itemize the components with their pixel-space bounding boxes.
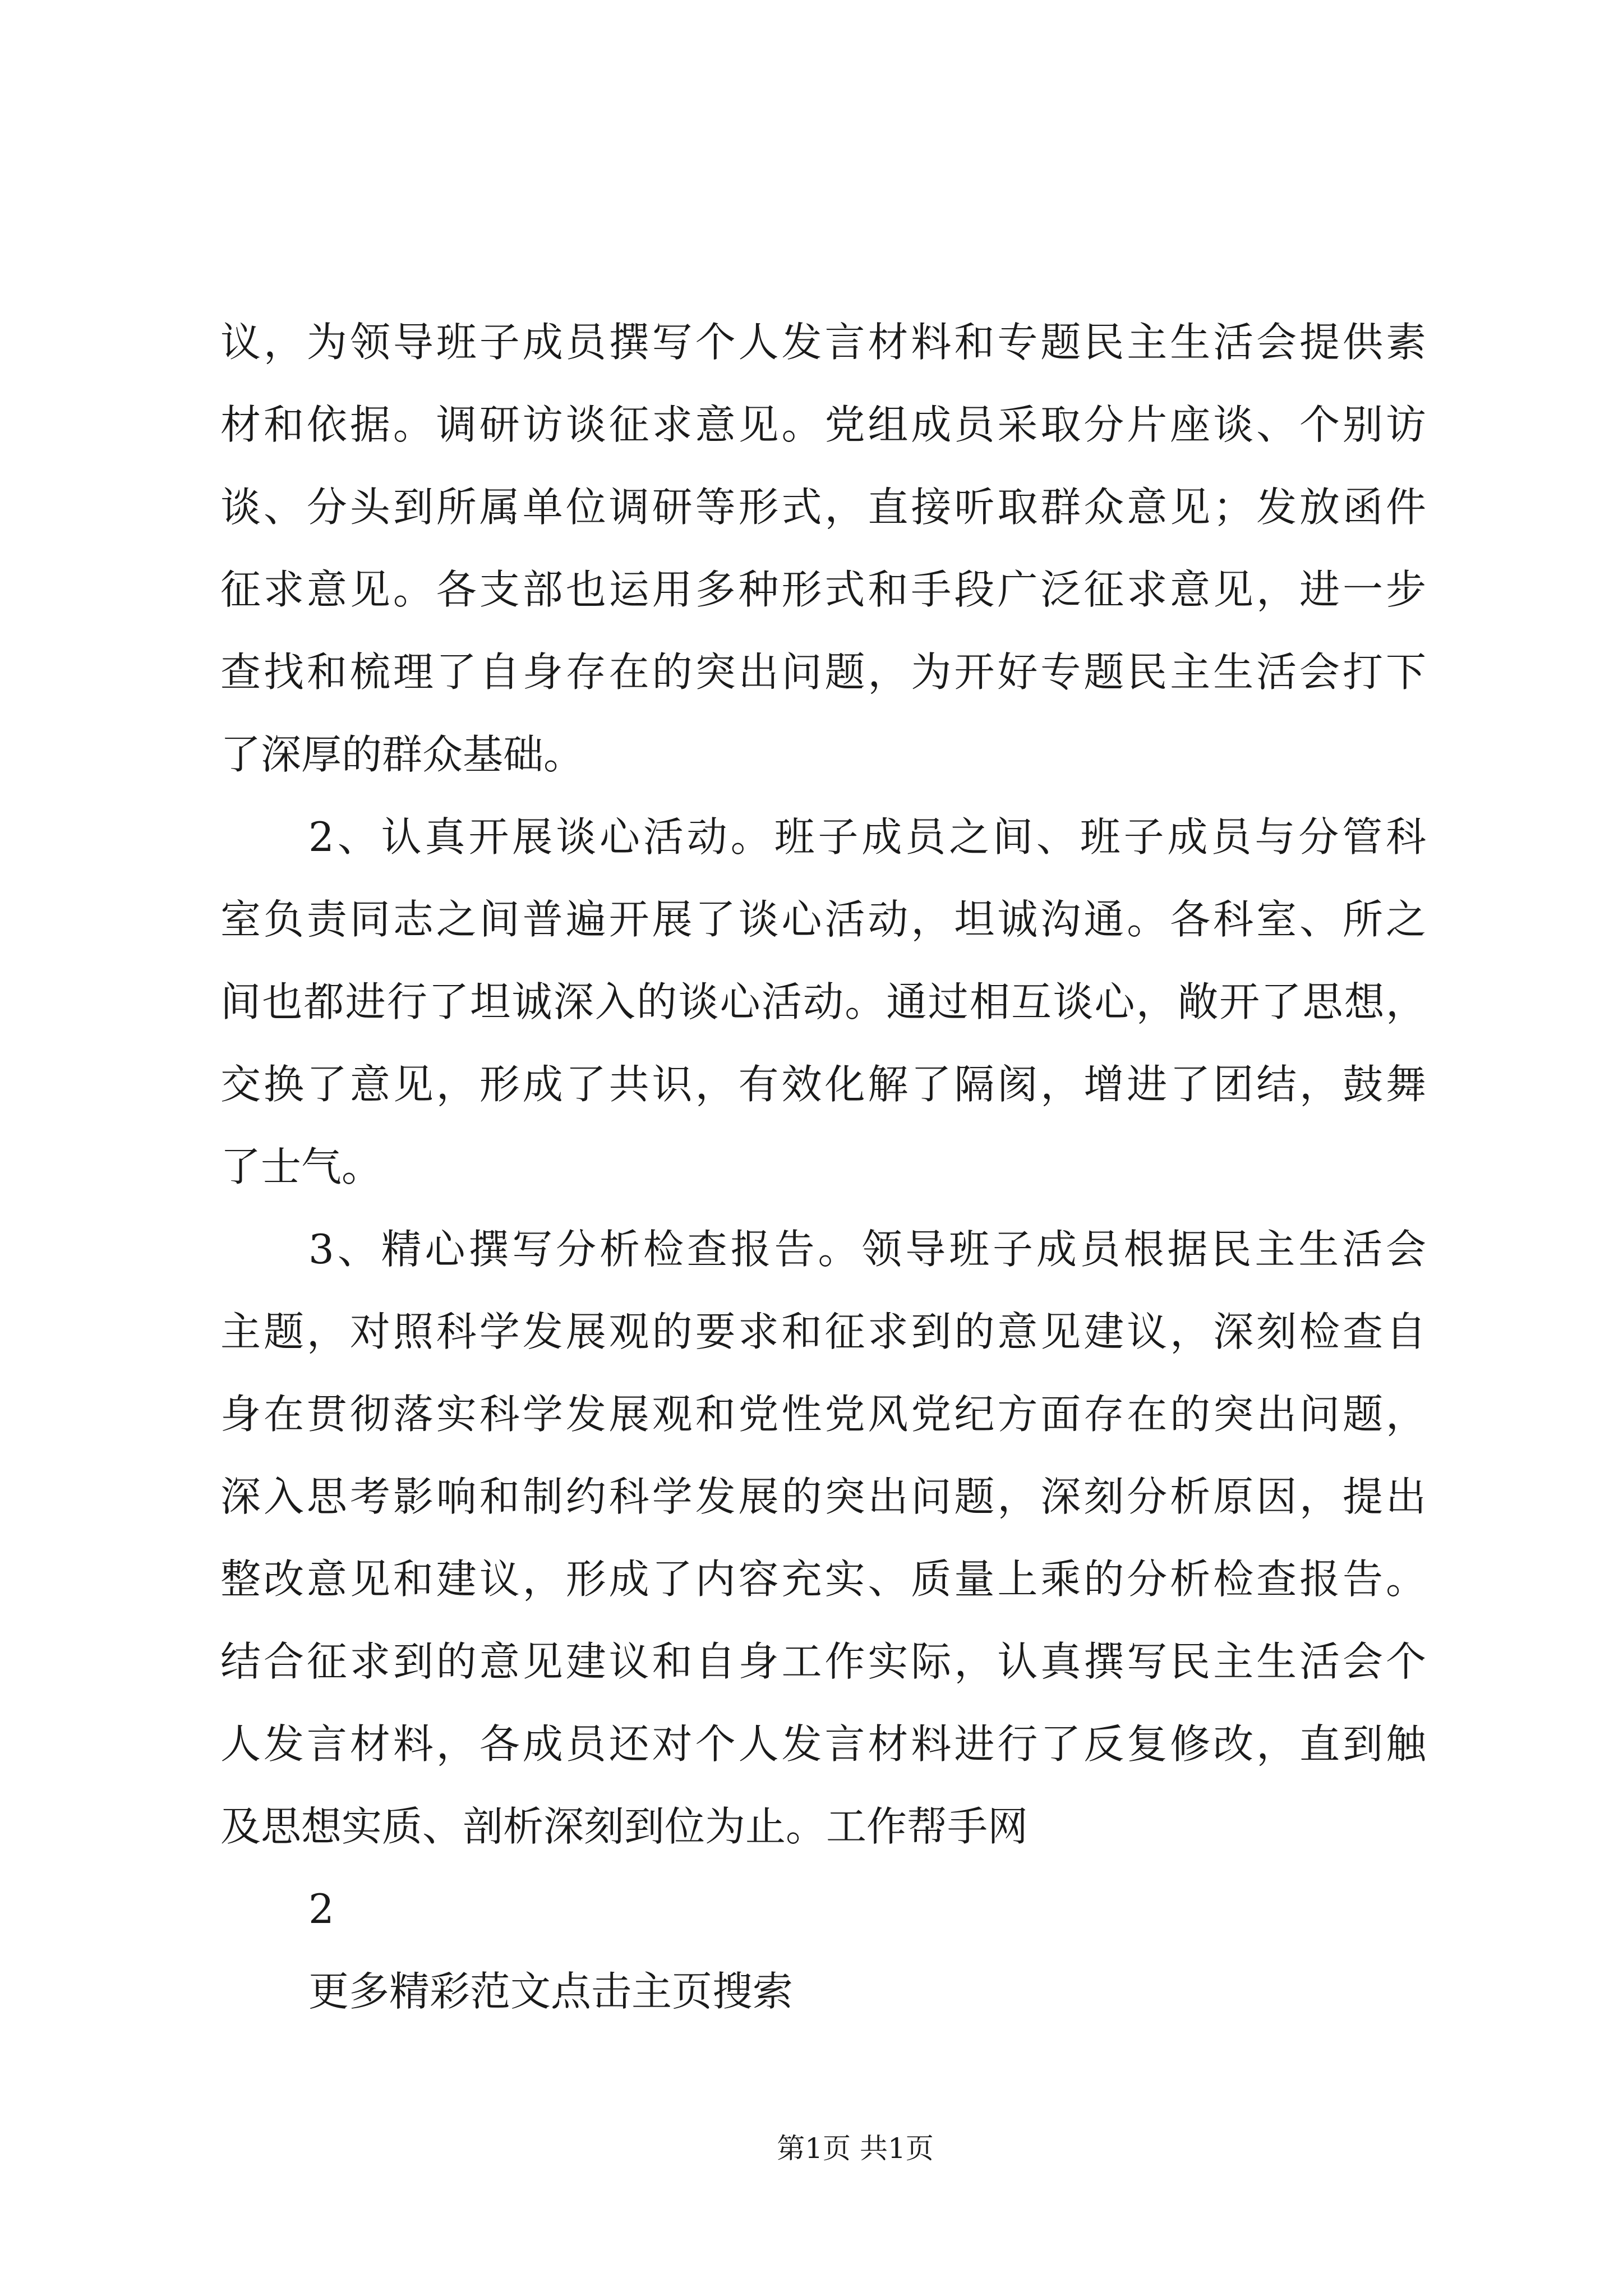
body-text-line: 材和依据。调研访谈征求意见。党组成员采取分片座谈、个别访 — [220, 401, 1426, 448]
body-text-line: 3、精心撰写分析检查报告。领导班子成员根据民主生活会 — [308, 1226, 1426, 1273]
body-text-line: 查找和梳理了自身存在的突出问题，为开好专题民主生活会打下 — [220, 648, 1426, 696]
body-text-line: 2、认真开展谈心活动。班子成员之间、班子成员与分管科 — [308, 813, 1426, 861]
body-text-line: 及思想实质、剖析深刻到位为止。工作帮手网 — [220, 1803, 1029, 1850]
body-text-line: 议，为领导班子成员撰写个人发言材料和专题民主生活会提供素 — [220, 319, 1426, 366]
body-text-line: 深入思考影响和制约科学发展的突出问题，深刻分析原因，提出 — [220, 1473, 1426, 1520]
more-articles-text: 更多精彩范文点击主页搜索 — [308, 1968, 794, 2015]
paragraph-1 — [220, 301, 1426, 796]
body-text-line: 征求意见。各支部也运用多种形式和手段广泛征求意见，进一步 — [220, 566, 1426, 613]
document-body — [220, 301, 1426, 2033]
paragraph-3 — [220, 1208, 1426, 1868]
body-text-line: 谈、分头到所属单位调研等形式，直接听取群众意见；发放函件 — [220, 484, 1426, 531]
body-text-line: 整改意见和建议，形成了内容充实、质量上乘的分析检查报告。 — [220, 1556, 1426, 1603]
paragraph-2 — [220, 796, 1426, 1208]
body-text-line: 人发言材料，各成员还对个人发言材料进行了反复修改，直到触 — [220, 1720, 1426, 1768]
body-text-line: 了士气。 — [220, 1143, 382, 1190]
body-text-line: 间也都进行了坦诚深入的谈心活动。通过相互谈心，敞开了思想， — [220, 978, 1426, 1025]
body-text-line: 了深厚的群众基础。 — [220, 731, 584, 778]
body-text-line: 室负责同志之间普遍开展了谈心活动，坦诚沟通。各科室、所之 — [220, 896, 1426, 943]
body-text-line: 交换了意见，形成了共识，有效化解了隔阂，增进了团结，鼓舞 — [220, 1061, 1426, 1108]
body-text-line: 主题，对照科学发展观的要求和征求到的意见建议，深刻检查自 — [220, 1308, 1426, 1355]
body-text-line: 身在贯彻落实科学发展观和党性党风党纪方面存在的突出问题， — [220, 1391, 1426, 1438]
page-marker: 2 — [308, 1885, 334, 1932]
page-footer: 第1页 共1页 — [777, 2132, 934, 2165]
body-text-line: 结合征求到的意见建议和自身工作实际，认真撰写民主生活会个 — [220, 1638, 1426, 1685]
